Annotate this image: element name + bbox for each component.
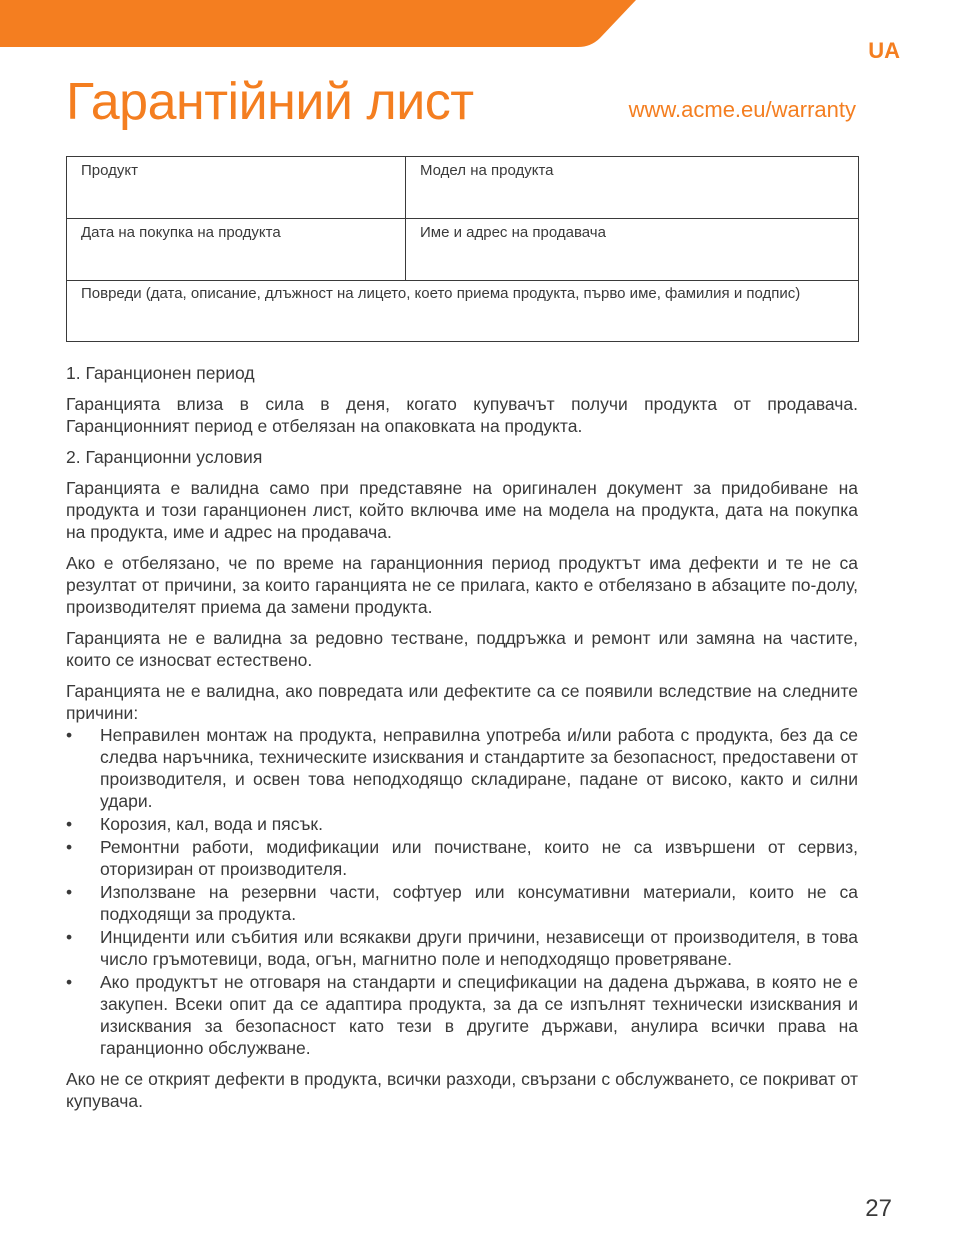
purchase-date-field[interactable]: Дата на покупка на продукта [67,219,406,281]
damages-field[interactable]: Повреди (дата, описание, длъжност на лицето, което приема продукта, първо име, фамилия и подпис) [67,281,859,342]
table-row [67,281,859,342]
product-field[interactable]: Продукт [67,157,406,219]
list-item [66,881,858,925]
conditions-paragraph: Ако е отбелязано, че по време на гаранционния период продуктът има дефекти и те не са резултат от причини, за които гаранцията не се прилага, както е отбелязано в абзаците по-долу, производителят приема да замени продукта. [66,553,858,617]
list-item-text: Корозия, кал, вода и пясък. [100,814,323,834]
list-item [66,813,858,835]
conditions-paragraph: Гаранцията не е валидна за редовно тестване, поддръжка и ремонт или замяна на частите, които се износват естествено. [66,628,858,670]
bullet-icon: • [66,837,73,857]
list-item-text: Използване на резервни части, софтуер или консумативни материали, които не са подходящи за продукта. [100,882,858,924]
page-number: 27 [865,1195,892,1222]
bullet-icon: • [66,882,73,902]
warranty-info-table [66,156,859,342]
bullet-icon: • [66,725,73,745]
conditions-paragraph: Гаранцията е валидна само при представяне на оригинален документ за придобиване на продукта и този гаранционен лист, който включва име на модела на продукта, дата на покупка на продукта, име и адрес на продавача. [66,478,858,542]
model-field[interactable]: Модел на продукта [406,157,859,219]
section-heading-conditions: 2. Гаранционни условия [66,447,263,467]
list-item-text: Ремонтни работи, модификации или почистване, които не са извършени от сервиз, оторизиран от производителя. [100,837,858,879]
list-item [66,926,858,970]
list-item [66,836,858,880]
language-code: UA [868,38,900,63]
table-row [67,157,859,219]
top-orange-band [0,0,954,48]
page-title: Гарантійний лист [66,73,474,131]
bullet-icon: • [66,972,73,992]
warranty-url-link[interactable]: www.acme.eu/warranty [628,97,856,122]
section-heading-period: 1. Гаранционен период [66,363,255,383]
closing-paragraph: Ако не се открият дефекти в продукта, всички разходи, свързани с обслужването, се покриват от купувача. [66,1069,858,1111]
bullet-icon: • [66,927,73,947]
seller-field[interactable]: Име и адрес на продавача [406,219,859,281]
list-item [66,724,858,812]
bullet-icon: • [66,814,73,834]
warranty-terms [66,362,858,1121]
list-item-text: Ако продуктът не отговаря на стандарти и спецификации на дадена държава, в която не е закупен. Всеки опит да се адаптира продукта, за да се изпълнят технически изисквания и изисквания за безопасност като тези в другите държави, анулира всички права на гаранционно обслужване. [100,972,858,1058]
table-row [67,219,859,281]
exclusions-list [66,724,858,1059]
list-item [66,971,858,1059]
list-item-text: Неправилен монтаж на продукта, неправилна употреба и/или работа с продукта, без да се следва наръчника, техническите изисквания и стандартите за безопасност, предоставени от производителя, и освен това неподходящо складиране, падане от високо, както и силни удари. [100,725,858,811]
list-item-text: Инциденти или събития или всякакви други причини, независещи от производителя, в това число гръмотевици, вода, огън, магнитно поле и неподходящо проветряване. [100,927,858,969]
conditions-paragraph: Гаранцията не е валидна, ако повредата или дефектите са се появили вследствие на следните причини: [66,681,858,723]
period-paragraph: Гаранцията влиза в сила в деня, когато купувачът получи продукта от продавача. Гаранционният период е отбелязан на опаковката на продукта. [66,394,858,436]
